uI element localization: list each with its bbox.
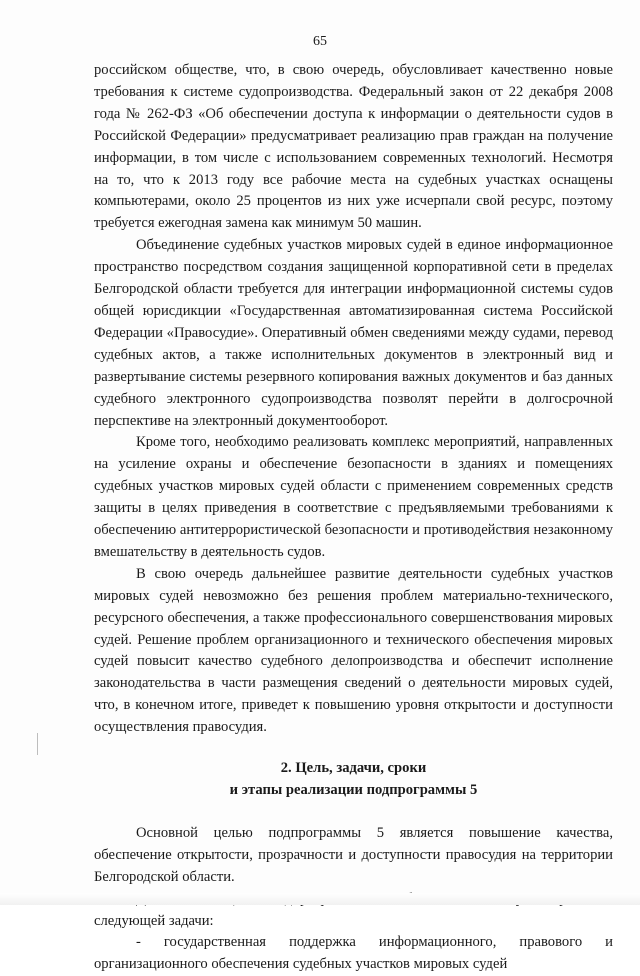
- section-heading-line-1: 2. Цель, задачи, сроки: [280, 760, 427, 777]
- document-body: [94, 60, 613, 976]
- scan-artifact: [37, 733, 38, 755]
- page-bottom-edge: [0, 893, 640, 905]
- page-number: 65: [313, 34, 327, 49]
- paragraph-information-space: Объединение судебных участков мировых судей в единое информационное пространство посредством создания защищенной корпоративной сети в пределах Белгородской области требуется для интеграции информационной системы судов общей юрисдикции «Государственная автоматизированная система Российской Федерации «Правосудие». Оперативный обмен сведениями между судами, перевод судебных актов, а также исполнительных документов в электронный вид и развертывание системы резервного копирования важных документов и баз данных судебного электронного судопроизводства позволят перейти в долгосрочной перспективе на электронный документооборот.: [94, 237, 613, 429]
- paragraph-continuation: российском обществе, что, в свою очередь, обусловливает качественно новые требования к системе судопроизводства. Федеральный закон от 22 декабря 2008 года № 262-ФЗ «Об обеспечении доступа к информации о деятельности судов в Российской Федерации» предусматривает реализацию прав граждан на получение информации, в том числе с использованием современных технологий. Несмотря на то, что к 2013 году все рабочие места на судебных участках оснащены компьютерами, около 25 процентов из них уже исчерпали свой ресурс, поэтому требуется ежегодная замена как минимум 50 машин.: [94, 62, 613, 232]
- paragraph-main-goal: Основной целью подпрограммы 5 является повышение качества, обеспечение открытости, прозрачности и доступности правосудия на территории Белгородской области.: [94, 824, 613, 885]
- paragraph-further-development: В свою очередь дальнейшее развитие деятельности судебных участков мировых судей невозможно без решения проблем материально-технического, ресурсного обеспечения, а также профессионального совершенствования мировых судей. Решение проблем организационного и технического обеспечения мировых судей повысит качество судебного делопроизводства и обеспечит исполнение законодательства в части размещения сведений о деятельности мировых судей, что, в конечном итоге, приведет к повышению уровня открытости и доступности осуществления правосудия.: [94, 565, 613, 736]
- section-heading: [94, 758, 613, 802]
- paragraph-security-measures: Кроме того, необходимо реализовать комплекс мероприятий, направленных на усиление охраны и обеспечение безопасности в зданиях и помещениях судебных участков мировых судей области с применением современных средств защиты в целях приведения в соответствие с предъявляемыми требованиями к обеспечению антитеррористической безопасности и противодействия незаконному вмешательству в деятельность судов.: [94, 434, 613, 560]
- list-item-task: - государственная поддержка информационного, правового и организационного обеспечения судебных участков мировых судей: [94, 934, 613, 973]
- section-heading-line-2: и этапы реализации подпрограммы 5: [229, 782, 478, 798]
- paragraph-goal-achievement: следующей задачи:: [94, 912, 214, 929]
